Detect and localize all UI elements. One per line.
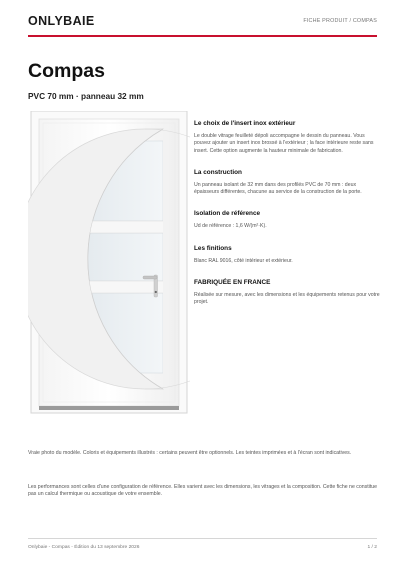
spec-section-insert xyxy=(194,120,380,155)
footer-page-number: 1 / 2 xyxy=(367,545,377,550)
section-text: Réalisée sur mesure, avec les dimensions et les équipements retenus pour votre projet. xyxy=(194,292,380,306)
section-title: Isolation de référence xyxy=(194,210,261,218)
door-threshold xyxy=(39,406,179,410)
spec-section-construction xyxy=(194,169,380,197)
product-title: Compas xyxy=(28,60,105,82)
header-rule xyxy=(28,35,377,37)
footer-edition: Onlybaie - Compas - Édition du 13 septembre 2026 xyxy=(28,545,140,550)
section-text: Un panneau isolant de 32 mm dans des profilés PVC de 70 mm : deux épaisseurs différentes, chacune au service de la construction de la porte. xyxy=(194,181,362,196)
product-subtitle: PVC 70 mm · panneau 32 mm xyxy=(28,91,144,101)
section-title: Le choix de l'insert inox extérieur xyxy=(194,120,296,127)
section-title: La construction xyxy=(194,168,242,176)
section-title: Les finitions xyxy=(194,244,232,252)
spec-section-finishes xyxy=(194,245,380,265)
header-breadcrumb: FICHE PRODUIT / COMPAS xyxy=(303,18,377,24)
door-illustration xyxy=(28,111,190,421)
spec-sections xyxy=(194,120,380,321)
photo-disclaimer: Vraie photo du modèle. Coloris et équipements illustrés : certains peuvent être optionnels. Les teintes imprimées et à l'écran sont indicatives. xyxy=(28,450,352,456)
door-drawing xyxy=(28,111,190,421)
section-text: Ud de référence : 1,6 W/(m²·K). xyxy=(194,223,267,230)
performance-disclaimer: Les performances sont celles d'une configuration de référence. Elles varient avec les dimensions, les vitrages et la composition. Cette fiche ne constitue pas un calcul thermique ou acoustique de votre ensemble. xyxy=(28,484,378,498)
spec-section-made-in-france xyxy=(194,279,380,307)
brand-logo: ONLYBAIE xyxy=(28,14,95,28)
door-lock-cylinder xyxy=(155,291,157,293)
section-title: FABRIQUÉE EN FRANCE xyxy=(194,279,271,287)
section-text: Blanc RAL 9016, côté intérieur et extérieur. xyxy=(194,257,293,264)
footer-rule xyxy=(28,538,377,539)
section-text: Le double vitrage feuilleté dépoli accompagne le dessin du panneau. Vous pouvez ajouter un insert inox brossé à l'extérieur ; la face intérieure reste sans insert. Cette option augmente la hauteur minimale de fabrication. xyxy=(194,133,374,154)
spec-section-insulation xyxy=(194,210,380,230)
